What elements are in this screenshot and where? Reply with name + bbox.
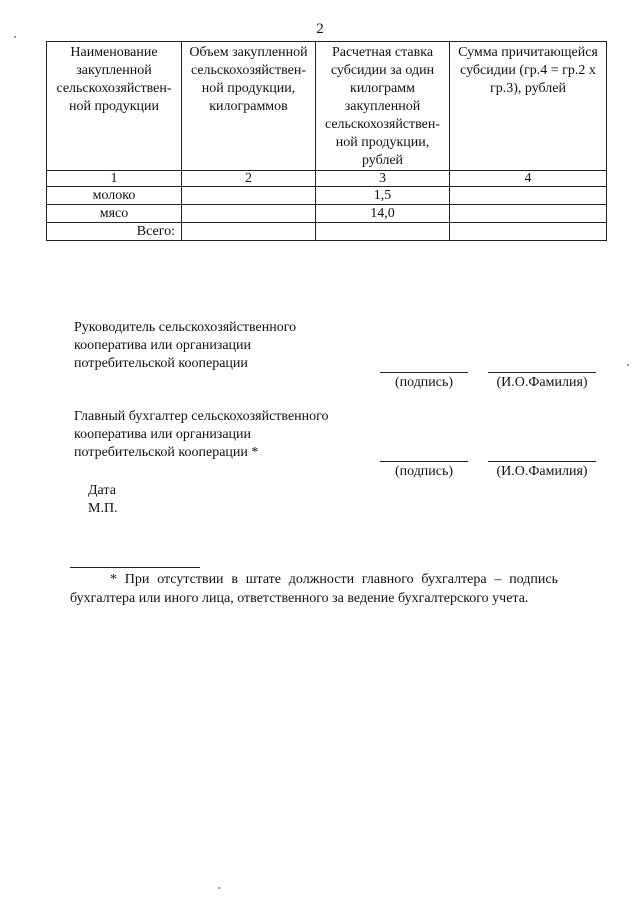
column-number: 4 — [450, 171, 607, 187]
column-number: 3 — [316, 171, 450, 187]
accountant-signature-title — [74, 408, 364, 462]
head-name-caption: (И.О.Фамилия) — [496, 375, 588, 390]
head-name-line — [488, 372, 596, 373]
accountant-title-line: потребительской кооперации * — [74, 445, 259, 460]
table-row — [47, 187, 607, 205]
scan-speck — [14, 36, 16, 38]
header-volume: Объем закупленной сельскохозяйствен-ной продукции, килограммов — [182, 42, 316, 171]
accountant-title-line: кооператива или организации — [74, 427, 252, 442]
head-title-line: потребительской кооперации — [74, 356, 248, 371]
table-header-row — [47, 42, 607, 171]
accountant-signature-line — [380, 461, 468, 462]
rate-cell: 1,5 — [316, 187, 450, 205]
table-row — [47, 205, 607, 223]
head-signature-line — [380, 372, 468, 373]
scan-speck — [218, 887, 220, 889]
header-amount: Сумма причитающейся субсидии (гр.4 = гр.2 х гр.3), рублей — [450, 42, 607, 171]
footnote-separator — [70, 567, 200, 568]
accountant-signature-caption: (подпись) — [394, 464, 454, 479]
head-signature-caption: (подпись) — [394, 375, 454, 390]
subsidy-calculation-table — [46, 41, 607, 241]
head-signature-title — [74, 319, 364, 373]
total-volume-cell — [182, 223, 316, 241]
total-row — [47, 223, 607, 241]
page-number: 2 — [316, 21, 324, 37]
product-name-cell: мясо — [47, 205, 182, 223]
footnote-text: * При отсутствии в штате должности главного бухгалтера – подпись бухгалтера или иного лица, ответственного за ведение бухгалтерского учета. — [70, 572, 558, 606]
accountant-name-caption: (И.О.Фамилия) — [496, 464, 588, 479]
column-number: 1 — [47, 171, 182, 187]
amount-cell — [450, 205, 607, 223]
stamp-label: М.П. — [88, 501, 118, 516]
column-number: 2 — [182, 171, 316, 187]
head-title-line: кооператива или организации — [74, 338, 252, 353]
volume-cell — [182, 187, 316, 205]
total-label: Всего: — [47, 223, 182, 241]
product-name-cell: молоко — [47, 187, 182, 205]
column-number-row — [47, 171, 607, 187]
total-amount-cell — [450, 223, 607, 241]
total-rate-cell — [316, 223, 450, 241]
date-label: Дата — [88, 483, 116, 498]
rate-cell: 14,0 — [316, 205, 450, 223]
amount-cell — [450, 187, 607, 205]
volume-cell — [182, 205, 316, 223]
accountant-name-line — [488, 461, 596, 462]
scan-speck — [627, 364, 629, 366]
accountant-title-line: Главный бухгалтер сельскохозяйственного — [74, 409, 329, 424]
head-title-line: Руководитель сельскохозяйственного — [74, 320, 297, 335]
header-product-name: Наименование закупленной сельскохозяйствен-ной продукции — [47, 42, 182, 171]
header-rate: Расчетная ставка субсидии за один килограмм закупленной сельскохозяйствен-ной продукции, рублей — [316, 42, 450, 171]
